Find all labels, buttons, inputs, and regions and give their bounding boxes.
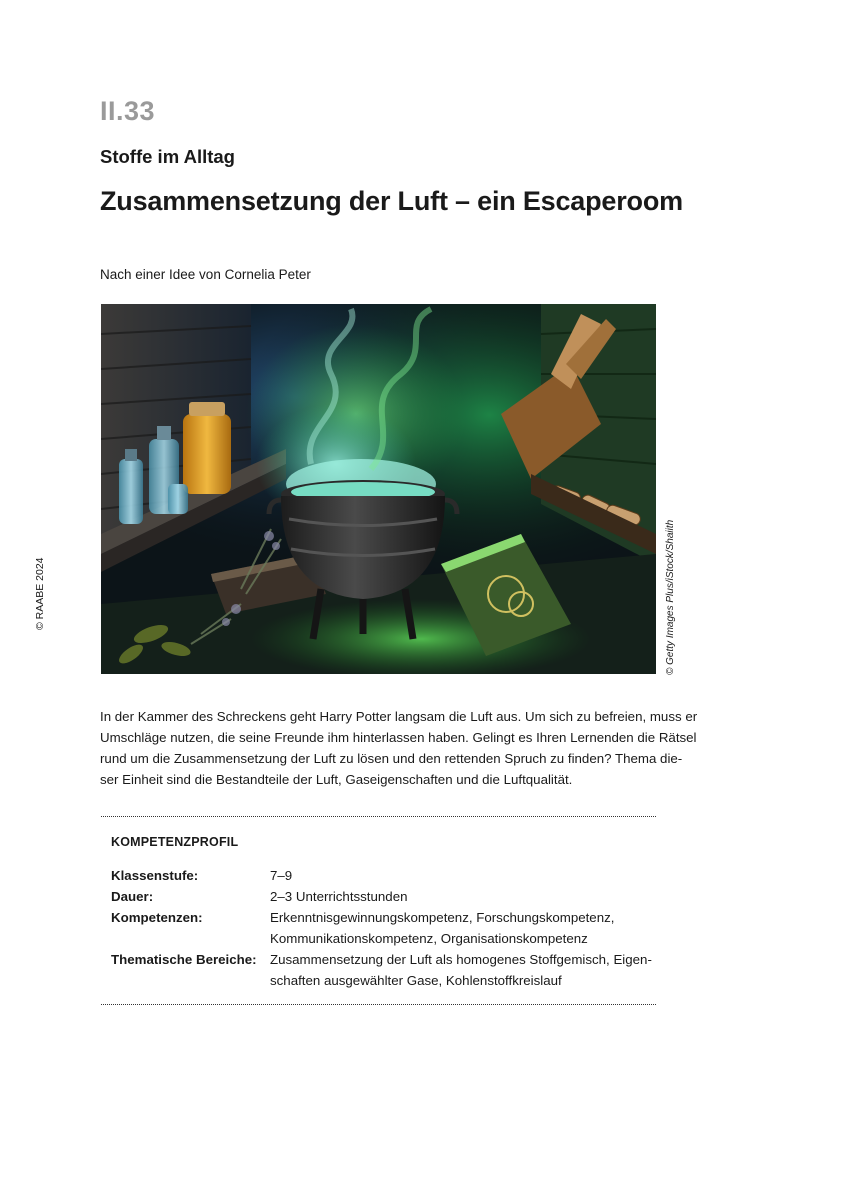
profile-row-grade — [111, 865, 651, 886]
profile-heading: KOMPETENZPROFIL — [111, 835, 239, 849]
page-title: Zusammensetzung der Luft – ein Escaperoom — [100, 186, 683, 216]
profile-label: Klassenstufe: — [111, 868, 199, 883]
profile-value — [270, 907, 651, 949]
profile-label: Thematische Bereiche: — [111, 952, 257, 967]
profile-value-line: 7–9 — [270, 868, 293, 883]
profile-value — [270, 886, 651, 907]
intro-line: rund um die Zusammensetzung der Luft zu lösen und den rettenden Spruch zu finden? Thema die- — [100, 751, 683, 766]
intro-line: Umschläge nutzen, die seine Freunde ihm hinterlassen haben. Gelingt es Ihren Lernenden die Rätsel — [100, 730, 697, 745]
intro-line: ser Einheit sind die Bestandteile der Luft, Gaseigenschaften und die Luftqualität. — [100, 772, 573, 787]
profile-row-topics — [111, 949, 651, 991]
profile-label: Kompetenzen: — [111, 910, 203, 925]
divider-bottom — [101, 1004, 656, 1005]
photo-credit: © Getty Images Plus/iStock/Shaiith — [665, 519, 676, 675]
intro-line: In der Kammer des Schreckens geht Harry Potter langsam die Luft aus. Um sich zu befreien, muss er — [100, 709, 698, 724]
section-number: II.33 — [100, 96, 156, 126]
profile-row-competences — [111, 907, 651, 949]
profile-label: Dauer: — [111, 889, 154, 904]
profile-row-duration — [111, 886, 651, 907]
profile-value-line: schaften ausgewählter Gase, Kohlenstoffkreislauf — [270, 973, 562, 988]
profile-value-line: 2–3 Unterrichtsstunden — [270, 889, 408, 904]
profile-value — [270, 949, 652, 991]
profile-value-line: Erkenntnisgewinnungskompetenz, Forschungskompetenz, — [270, 910, 615, 925]
copyright-note: © RAABE 2024 — [34, 557, 46, 630]
intro-paragraph — [100, 706, 698, 790]
topic-heading: Stoffe im Alltag — [100, 146, 235, 167]
profile-value-line: Kommunikationskompetenz, Organisationskompetenz — [270, 931, 588, 946]
competence-profile — [111, 865, 651, 991]
profile-value-line: Zusammensetzung der Luft als homogenes Stoffgemisch, Eigen- — [270, 952, 652, 967]
author-note: Nach einer Idee von Cornelia Peter — [100, 267, 311, 282]
profile-value — [270, 865, 651, 886]
cover-photo — [101, 304, 656, 674]
divider-top — [101, 816, 656, 817]
